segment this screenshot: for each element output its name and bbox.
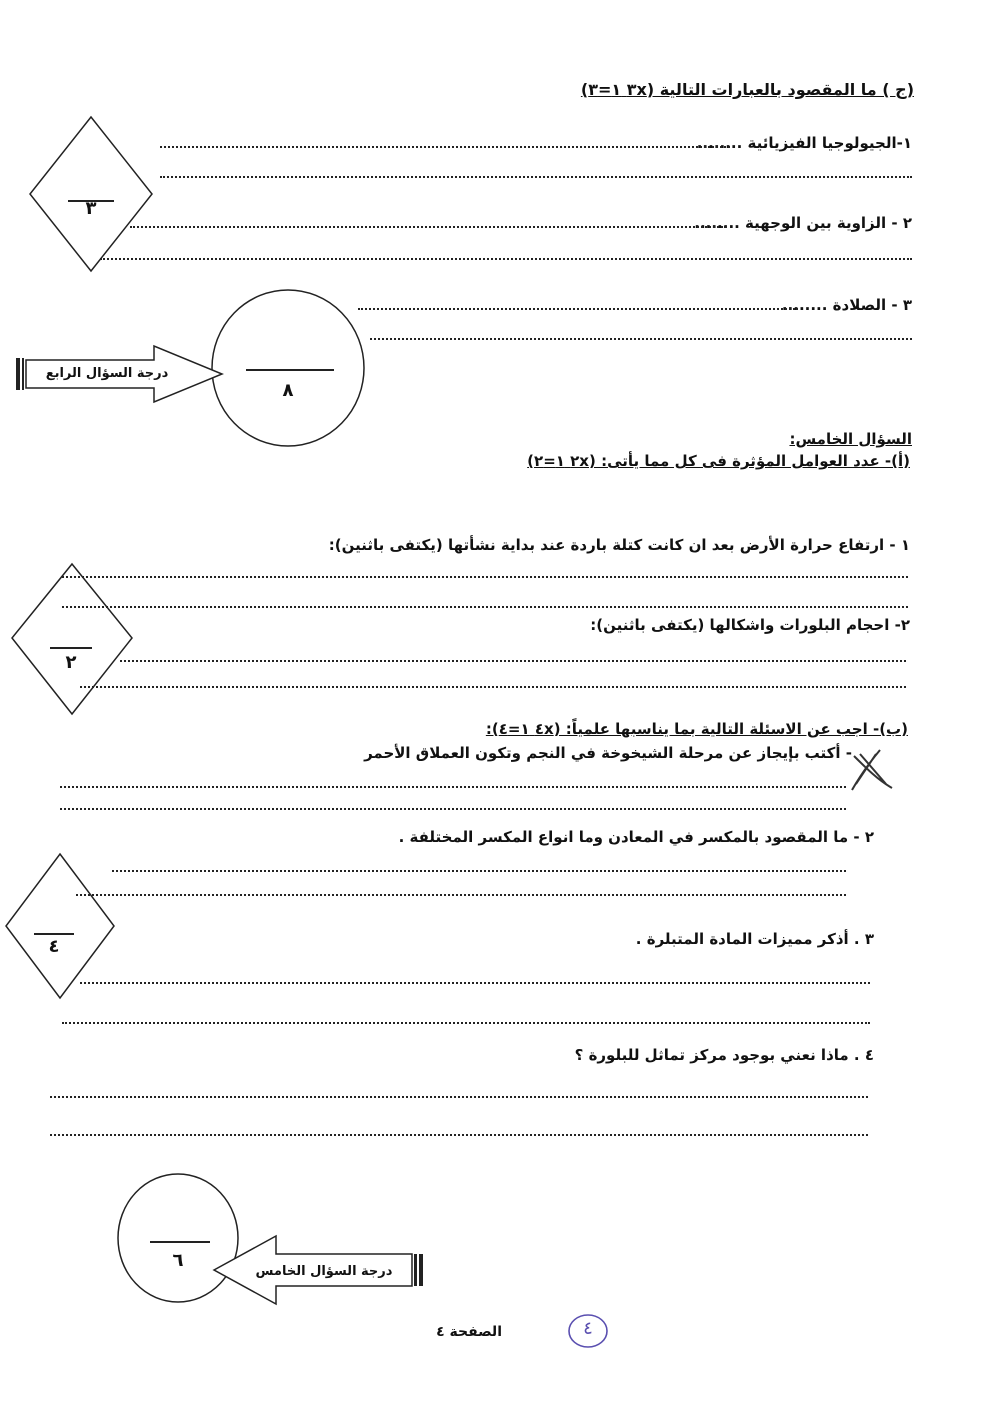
answer-line (80, 982, 870, 984)
part-c-heading: (ج ) ما المقصود بالعبارات التالية (٣x ١=٣) (580, 80, 914, 99)
answer-line (60, 786, 846, 788)
page-mark: ٤ (583, 1318, 593, 1339)
answer-line (100, 258, 912, 260)
cross-mark (846, 746, 898, 794)
answer-line (112, 870, 846, 872)
q5-part-a-score: ٢ (65, 652, 77, 673)
answer-line (62, 1022, 870, 1024)
answer-line (50, 1096, 868, 1098)
q5-score: ٦ (172, 1250, 184, 1271)
q4-arrow-label: درجة السؤال الرابع (45, 366, 169, 381)
part-c-item-2: ٢ - الزاوية بين الوجهية ........ (694, 214, 912, 232)
q5-arrow-label: درجة السؤال الخامس (255, 1264, 393, 1279)
score-diamond (10, 562, 134, 716)
answer-line (50, 1134, 868, 1136)
answer-line (62, 576, 908, 578)
q5-part-b-heading: (ب)- اجب عن الاسئلة التالية بما يناسبها علمياً: (٤x ١=٤): (485, 720, 908, 738)
q5-part-b-item-3: ٣ . أذكر مميزات المادة المتبلرة . (635, 930, 874, 948)
answer-line (160, 176, 912, 178)
page-number-label: الصفحة ٤ (436, 1324, 502, 1340)
part-c-item-1: ١-الجيولوجيا الفيزيائية ........ (696, 134, 912, 152)
answer-line (60, 808, 846, 810)
q4-score: ٨ (282, 380, 294, 401)
q5-title: السؤال الخامس: (789, 430, 912, 448)
q5-part-b-score: ٤ (48, 936, 60, 957)
q5-part-b-item-1: - أكتب بإيجاز عن مرحلة الشيخوخة في النجم وتكون العملاق الأحمر (364, 744, 852, 762)
q5-part-a-item-2: ٢- احجام البلورات واشكالها (يكتفى باثنين): (590, 616, 910, 634)
score-diamond (4, 852, 116, 1000)
score-circle (210, 290, 370, 450)
answer-line (76, 894, 846, 896)
q5-part-b-item-2: ٢ - ما المقصود بالمكسر في المعادن وما انواع المكسر المختلفة . (398, 828, 874, 846)
q5-part-a-item-1: ١ - ارتفاع حرارة الأرض بعد ان كانت كتلة باردة عند بداية نشأتها (يكتفى باثنين): (328, 536, 910, 554)
answer-line (80, 686, 906, 688)
score-diamond (28, 115, 154, 273)
answer-line (62, 606, 908, 608)
answer-line (358, 308, 798, 310)
part-c-score: ٣ (85, 198, 97, 219)
answer-line (160, 146, 730, 148)
q5-part-a-heading: (أ)- عدد العوامل المؤثرة فى كل مما يأتى: (٢x ١=٢) (527, 452, 910, 470)
part-c-item-3: ٣ - الصلادة ........ (781, 296, 912, 314)
answer-line (120, 660, 906, 662)
answer-line (370, 338, 912, 340)
q5-part-b-item-4: ٤ . ماذا نعني بوجود مركز تماثل للبلورة ؟ (574, 1046, 874, 1064)
answer-line (130, 226, 726, 228)
